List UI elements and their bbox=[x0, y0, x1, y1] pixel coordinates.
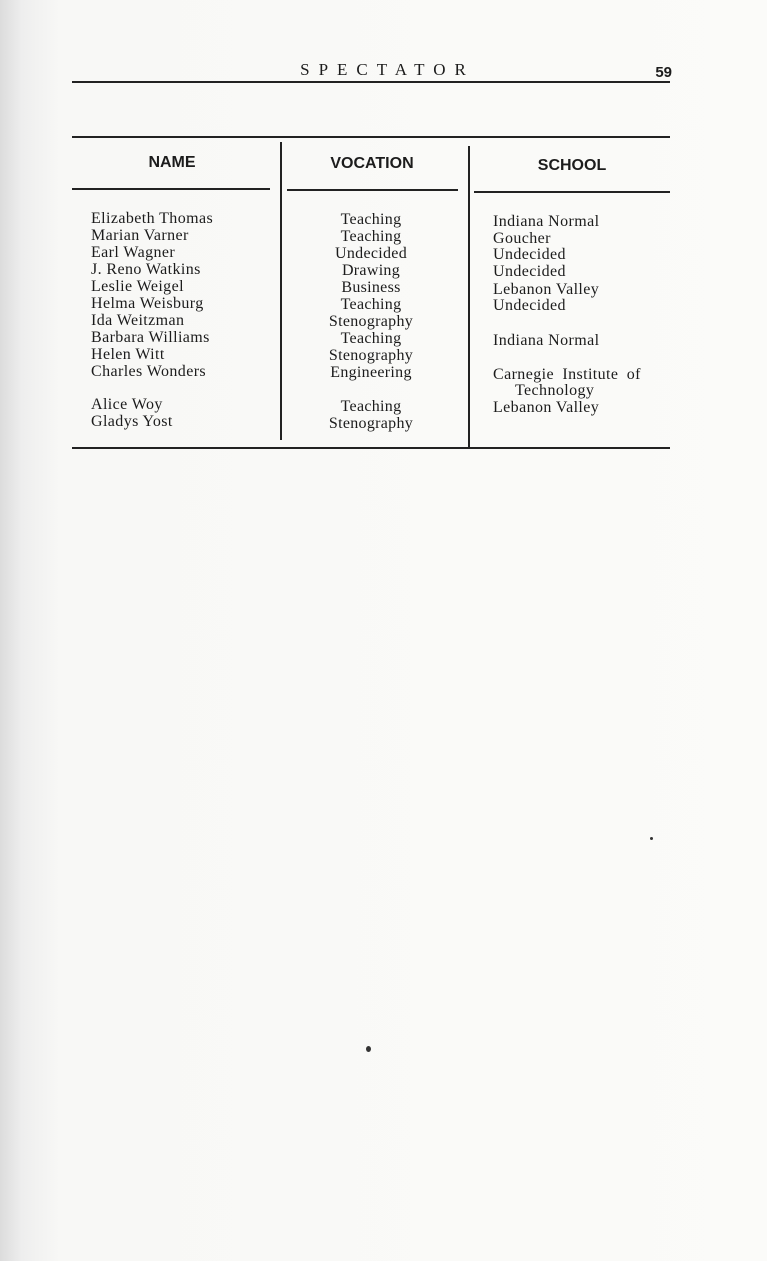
page-number: 59 bbox=[655, 64, 672, 81]
cell-vocation: Teaching bbox=[340, 228, 402, 245]
cell-name: Charles Wonders bbox=[91, 363, 207, 380]
cell-name: J. Reno Watkins bbox=[91, 261, 201, 278]
cell-school: Undecided bbox=[493, 263, 566, 280]
cell-vocation: Business bbox=[341, 279, 401, 296]
column-header-vocation: VOCATION bbox=[330, 155, 414, 172]
cell-vocation: Stenography bbox=[328, 415, 414, 432]
cell-school: Undecided bbox=[493, 297, 566, 314]
cell-school: Lebanon Valley bbox=[493, 281, 600, 298]
cell-name: Ida Weitzman bbox=[91, 312, 185, 329]
header-rule bbox=[72, 81, 670, 83]
cell-vocation: Teaching bbox=[340, 211, 402, 228]
cell-school: Lebanon Valley bbox=[493, 399, 600, 416]
cell-vocation: Undecided bbox=[334, 245, 407, 262]
paper-speck bbox=[366, 1046, 371, 1052]
cell-school: Undecided bbox=[493, 246, 566, 263]
header-underline-school bbox=[474, 191, 670, 193]
cell-vocation: Drawing bbox=[341, 262, 401, 279]
cell-name: Helma Weisburg bbox=[91, 295, 204, 312]
cell-vocation: Teaching bbox=[340, 330, 402, 347]
cell-name: Elizabeth Thomas bbox=[91, 210, 214, 227]
cell-vocation: Engineering bbox=[330, 364, 412, 381]
header-underline-vocation bbox=[287, 189, 458, 191]
column-header-name: NAME bbox=[148, 154, 196, 171]
table-bottom-rule bbox=[72, 447, 670, 449]
paper-speck bbox=[650, 837, 653, 840]
cell-school-continued: Technology bbox=[515, 382, 595, 399]
cell-name: Barbara Williams bbox=[91, 329, 210, 346]
table-top-rule bbox=[72, 136, 670, 138]
cell-vocation: Teaching bbox=[340, 296, 402, 313]
cell-school: Carnegie Institute of bbox=[493, 366, 641, 383]
cell-name: Marian Varner bbox=[91, 227, 189, 244]
cell-school: Goucher bbox=[493, 230, 551, 247]
cell-school: Indiana Normal bbox=[493, 332, 600, 349]
cell-name: Gladys Yost bbox=[91, 413, 173, 430]
cell-vocation: Teaching bbox=[340, 398, 402, 415]
cell-name: Helen Witt bbox=[91, 346, 165, 363]
cell-name: Earl Wagner bbox=[91, 244, 176, 261]
column-header-school: SCHOOL bbox=[537, 157, 607, 174]
cell-name: Leslie Weigel bbox=[91, 278, 184, 295]
column-divider-1 bbox=[280, 142, 282, 440]
cell-name: Alice Woy bbox=[91, 396, 163, 413]
running-title: SPECTATOR bbox=[300, 60, 475, 79]
cell-school: Indiana Normal bbox=[493, 213, 600, 230]
column-divider-2 bbox=[468, 146, 470, 448]
header-underline-name bbox=[72, 188, 270, 190]
cell-vocation: Stenography bbox=[328, 313, 414, 330]
cell-vocation: Stenography bbox=[328, 347, 414, 364]
